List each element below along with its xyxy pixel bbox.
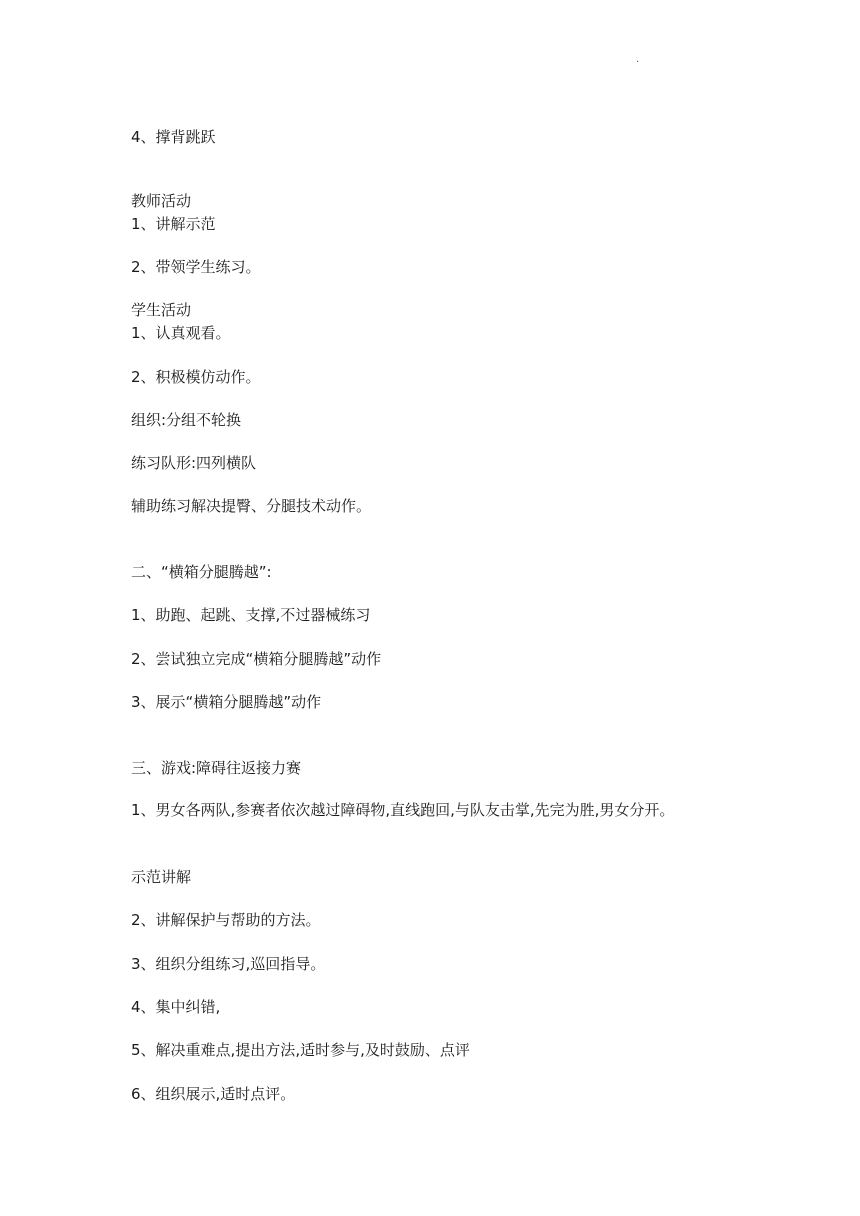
- text-line-game-rules: 1、男女各两队,参赛者依次越过障碍物,直线跑回,与队友击掌,先完为胜,男女分开。: [131, 801, 675, 819]
- text-line-student-1: 1、认真观看。: [131, 324, 231, 342]
- text-line-section3-6: 6、组织展示,适时点评。: [131, 1085, 296, 1103]
- section-2-heading: 二、“横箱分腿腾越”:: [131, 563, 272, 581]
- text-line-section3-3: 3、组织分组练习,巡回指导。: [131, 955, 326, 973]
- text-line-teacher-2: 2、带领学生练习。: [131, 258, 261, 276]
- text-line-teacher-1: 1、讲解示范: [131, 215, 216, 233]
- formation-line: 练习队形:四列横队: [131, 454, 257, 472]
- text-line-section2-1: 1、助跑、起跳、支撑,不过器械练习: [131, 606, 371, 624]
- student-activity-heading: 学生活动: [131, 301, 192, 319]
- text-line-section3-4: 4、集中纠错,: [131, 998, 221, 1016]
- page-mark: ·: [636, 57, 640, 68]
- organization-line: 组织:分组不轮换: [131, 411, 242, 429]
- demo-explanation-line: 示范讲解: [131, 868, 192, 886]
- text-line-section3-2: 2、讲解保护与帮助的方法。: [131, 911, 321, 929]
- text-line-step-4: 4、撑背跳跃: [131, 128, 216, 146]
- text-line-student-2: 2、积极模仿动作。: [131, 368, 261, 386]
- auxiliary-practice-line: 辅助练习解决提臀、分腿技术动作。: [131, 497, 372, 515]
- text-line-section3-5: 5、解决重难点,提出方法,适时参与,及时鼓励、点评: [131, 1041, 470, 1059]
- text-line-section2-2: 2、尝试独立完成“横箱分腿腾越”动作: [131, 650, 382, 668]
- text-line-section2-3: 3、展示“横箱分腿腾越”动作: [131, 693, 322, 711]
- section-3-heading: 三、游戏:障碍往返接力赛: [131, 759, 302, 777]
- teacher-activity-heading: 教师活动: [131, 192, 192, 210]
